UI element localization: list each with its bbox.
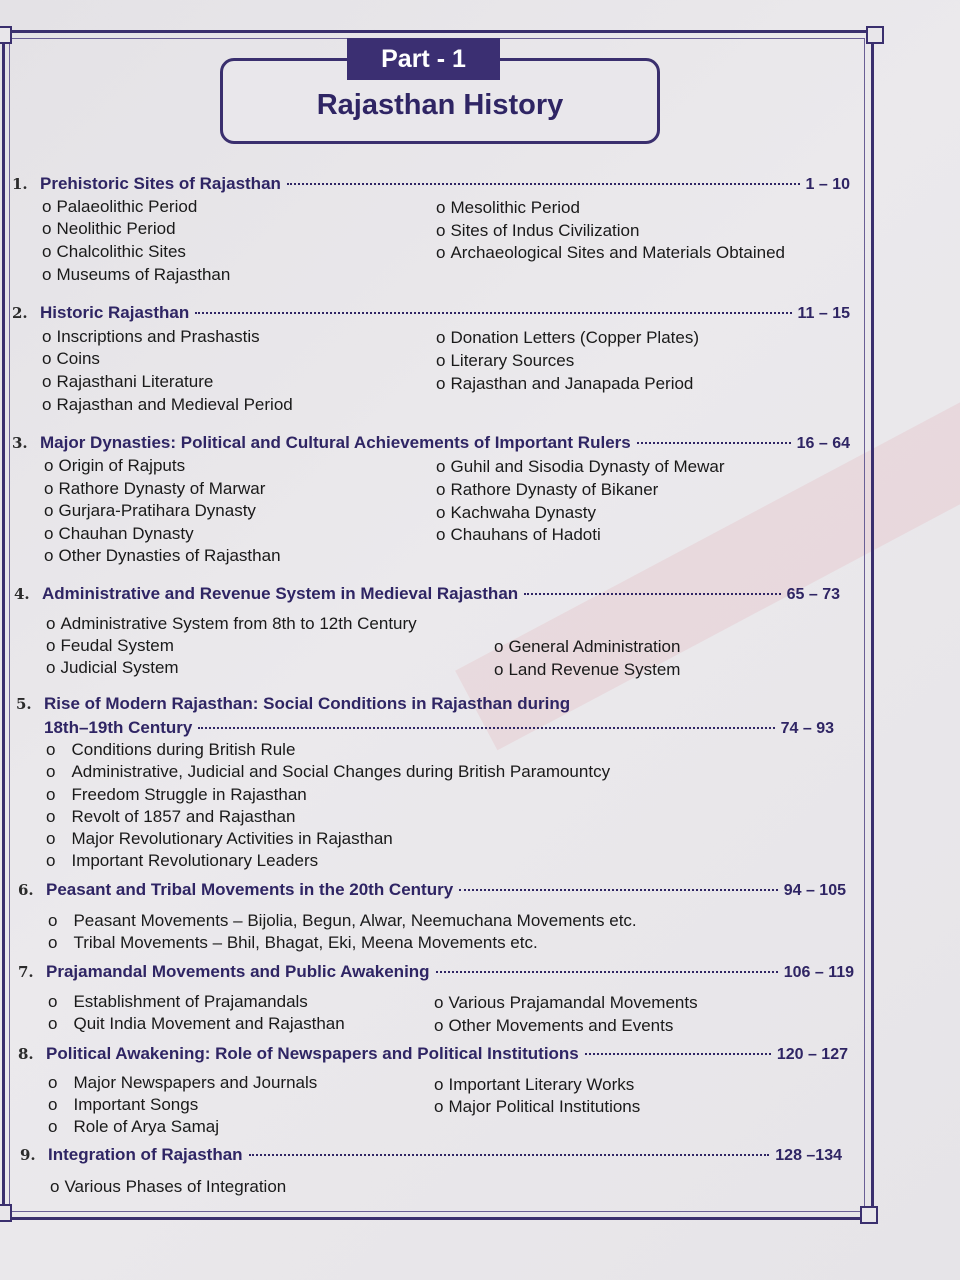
toc-section-4[interactable] (14, 584, 840, 606)
toc-section-7[interactable] (18, 962, 854, 984)
list-item: o Guhil and Sisodia Dynasty of Mewar (436, 457, 725, 476)
page-title: Rajasthan History (316, 89, 564, 121)
list-item: o Revolt of 1857 and Rajasthan (46, 807, 296, 826)
list-item: o Administrative System from 8th to 12th Century (46, 614, 417, 633)
dot-leader (287, 183, 800, 185)
page-range: 120 – 127 (776, 1046, 848, 1063)
list-item: o Literary Sources (436, 351, 575, 370)
list-item: o Other Dynasties of Rajasthan (44, 546, 281, 565)
part-label: Part - 1 (347, 38, 500, 80)
list-item: o Important Songs (48, 1095, 199, 1114)
list-item: o Rajasthan and Janapada Period (436, 374, 694, 393)
section-number: 7. (18, 963, 34, 981)
list-item: o General Administration (494, 637, 681, 656)
dot-leader (585, 1053, 771, 1055)
dot-leader (436, 971, 778, 973)
list-item: o Various Phases of Integration (50, 1177, 287, 1196)
list-item: o Kachwaha Dynasty (436, 503, 596, 522)
list-item: o Major Newspapers and Journals (48, 1073, 318, 1092)
list-item: o Establishment of Prajamandals (48, 992, 308, 1011)
list-item: o Coins (42, 349, 100, 368)
toc-section-5[interactable] (16, 694, 836, 716)
list-item: o Major Political Institutions (434, 1097, 641, 1116)
section-number: 1. (12, 175, 28, 193)
corner-ornament-top-left (0, 26, 12, 44)
dot-leader (637, 442, 791, 444)
toc-section-1[interactable] (12, 174, 850, 196)
list-item: o Gurjara-Pratihara Dynasty (44, 501, 256, 520)
section-title: Major Dynasties: Political and Cultural Achievements of Important Rulers (40, 433, 631, 452)
list-item: o Donation Letters (Copper Plates) (436, 328, 699, 347)
list-item: o Various Prajamandal Movements (434, 993, 698, 1012)
list-item: o Important Revolutionary Leaders (46, 851, 319, 870)
section-number: 2. (12, 304, 28, 322)
list-item: o Museums of Rajasthan (42, 265, 231, 284)
list-item: o Other Movements and Events (434, 1016, 674, 1035)
toc-section-9[interactable] (20, 1145, 842, 1167)
page-range: 1 – 10 (805, 176, 850, 193)
list-item: o Major Revolutionary Activities in Rajasthan (46, 829, 393, 848)
list-item: o Neolithic Period (42, 219, 176, 238)
list-item: o Administrative, Judicial and Social Changes during British Paramountcy (46, 762, 611, 781)
page-range: 94 – 105 (783, 882, 846, 899)
section-number: 3. (12, 434, 28, 452)
dot-leader (195, 312, 791, 314)
page-range: 16 – 64 (796, 435, 850, 452)
toc-section-2[interactable] (12, 303, 850, 325)
list-item: o Origin of Rajputs (44, 456, 186, 475)
section-title: Rise of Modern Rajasthan: Social Conditions in Rajasthan during (44, 694, 571, 713)
page-range: 65 – 73 (786, 586, 840, 603)
section-number: 9. (20, 1146, 36, 1164)
list-item: o Important Literary Works (434, 1075, 635, 1094)
section-number: 8. (18, 1045, 34, 1063)
dot-leader (198, 727, 774, 729)
list-item: o Archaeological Sites and Materials Obtained (436, 243, 785, 262)
section-title: Prajamandal Movements and Public Awakening (46, 962, 430, 981)
list-item: o Sites of Indus Civilization (436, 221, 640, 240)
section-title: Administrative and Revenue System in Medieval Rajasthan (42, 584, 519, 603)
list-item: o Feudal System (46, 636, 174, 655)
toc-section-3[interactable] (12, 433, 850, 455)
corner-ornament-bottom-right (860, 1206, 878, 1224)
list-item: o Rathore Dynasty of Marwar (44, 479, 266, 498)
list-item: o Chalcolithic Sites (42, 242, 186, 261)
section-number: 4. (14, 585, 30, 603)
toc-section-8[interactable] (18, 1044, 848, 1066)
section-title: Integration of Rajasthan (48, 1145, 243, 1164)
section-title: Political Awakening: Role of Newspapers and Political Institutions (46, 1044, 579, 1063)
toc-section-6[interactable] (18, 880, 846, 902)
section-number: 6. (18, 881, 34, 899)
page-range: 106 – 119 (783, 964, 854, 981)
dot-leader (459, 889, 778, 891)
list-item: o Palaeolithic Period (42, 197, 198, 216)
list-item: o Rajasthan and Medieval Period (42, 395, 293, 414)
list-item: o Land Revenue System (494, 660, 681, 679)
section-title-continued: 18th–19th Century (44, 718, 193, 737)
list-item: o Chauhan Dynasty (44, 524, 194, 543)
list-item: o Conditions during British Rule (46, 740, 296, 759)
corner-ornament-bottom-left (0, 1204, 12, 1222)
section-title: Peasant and Tribal Movements in the 20th Century (46, 880, 454, 899)
list-item: o Tribal Movements – Bhil, Bhagat, Eki, Meena Movements etc. (48, 933, 538, 952)
list-item: o Chauhans of Hadoti (436, 525, 601, 544)
list-item: o Peasant Movements – Bijolia, Begun, Alwar, Neemuchana Movements etc. (48, 911, 637, 930)
corner-ornament-top-right (866, 26, 884, 44)
page-range: 74 – 93 (780, 720, 834, 737)
list-item: o Rathore Dynasty of Bikaner (436, 480, 659, 499)
dot-leader (524, 593, 780, 595)
dot-leader (249, 1154, 770, 1156)
page-range: 11 – 15 (797, 305, 850, 322)
list-item: o Role of Arya Samaj (48, 1117, 219, 1136)
list-item: o Inscriptions and Prashastis (42, 327, 260, 346)
list-item: o Quit India Movement and Rajasthan (48, 1014, 345, 1033)
list-item: o Mesolithic Period (436, 198, 580, 217)
list-item: o Rajasthani Literature (42, 372, 214, 391)
list-item: o Judicial System (46, 658, 179, 677)
section-number: 5. (16, 695, 32, 713)
page-range: 128 –134 (775, 1147, 842, 1164)
section-title: Historic Rajasthan (40, 303, 190, 322)
section-title: Prehistoric Sites of Rajasthan (40, 174, 281, 193)
toc-section-5-continued[interactable] (44, 718, 834, 740)
list-item: o Freedom Struggle in Rajasthan (46, 785, 307, 804)
